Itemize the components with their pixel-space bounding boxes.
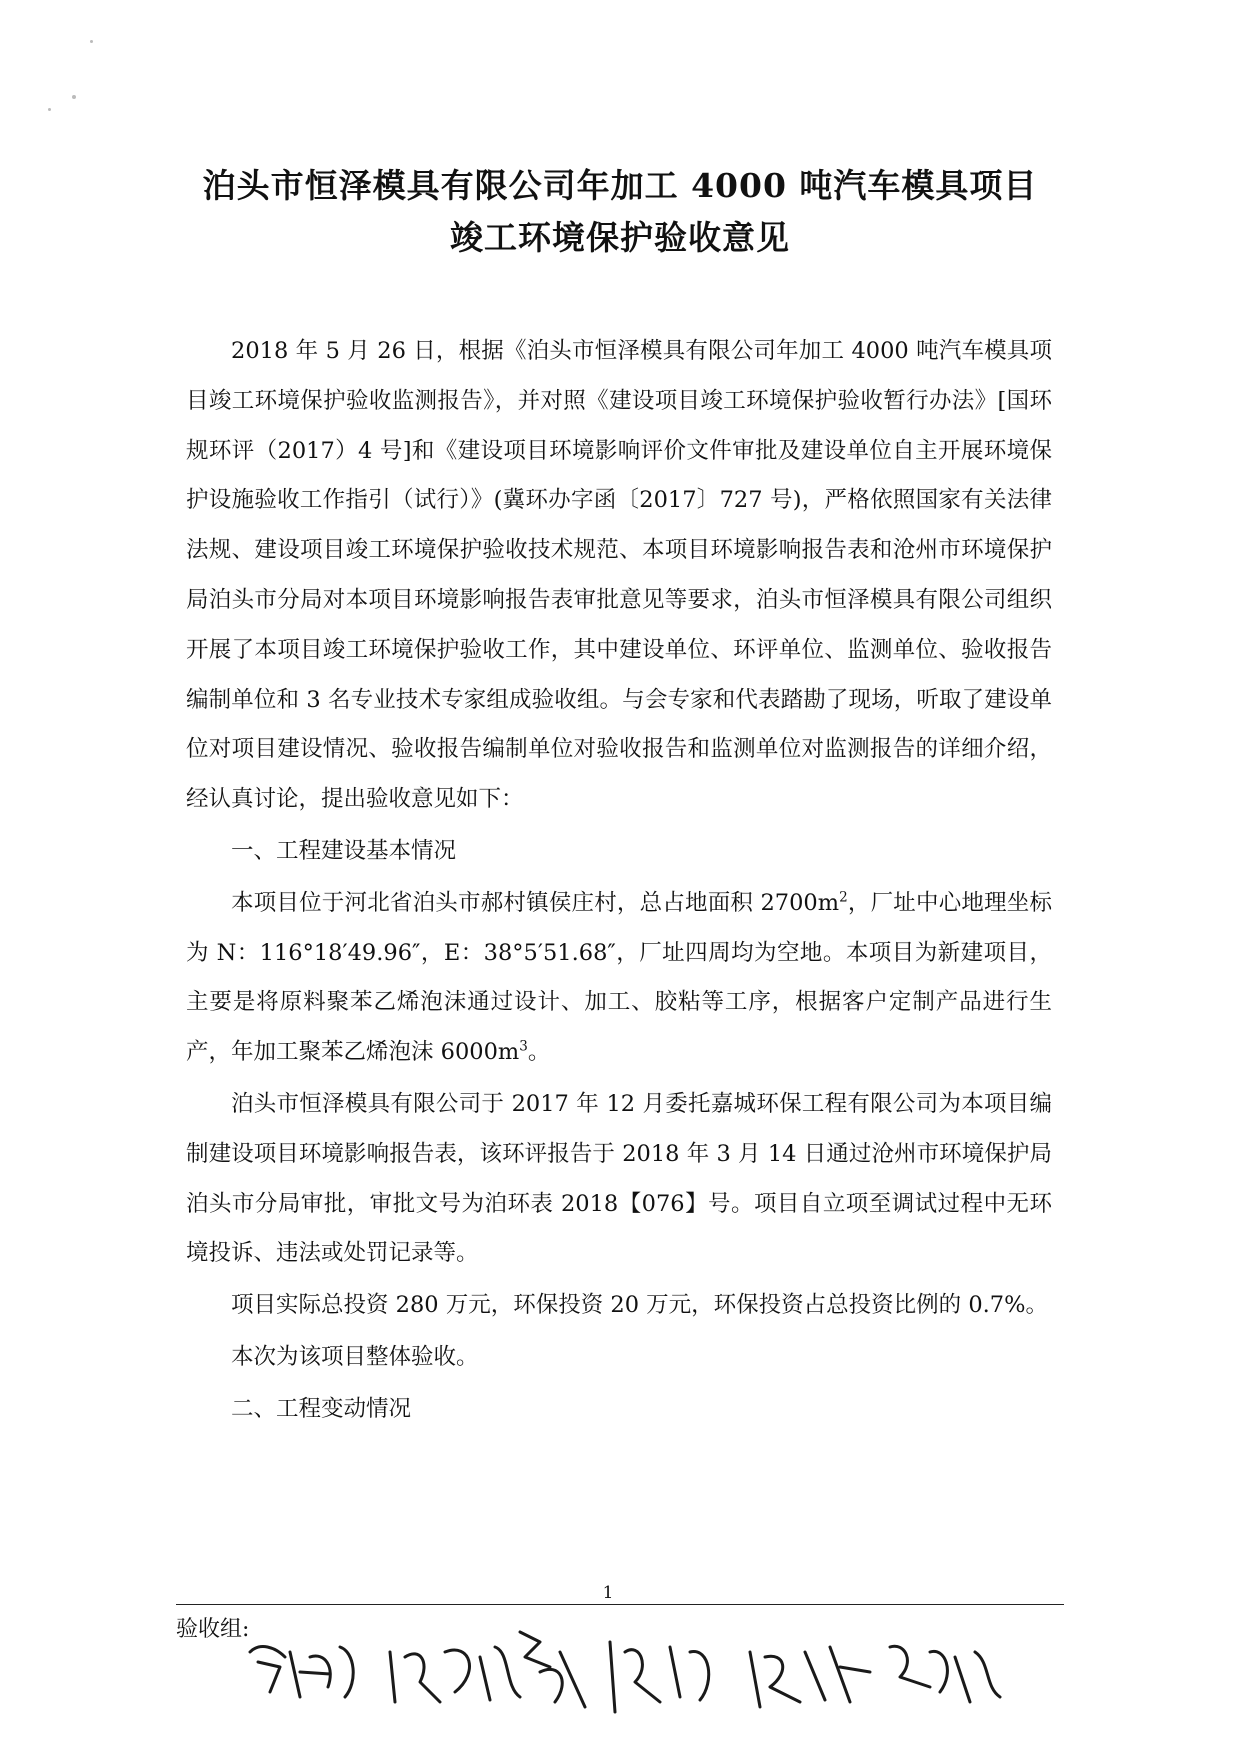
footer-label: 验收组:	[176, 1617, 250, 1642]
para2-text-a: 本项目位于河北省泊头市郝村镇侯庄村，总占地面积 2700m	[231, 889, 840, 916]
para2-text-b: ，厂址中心地理坐标为 N：116°18′49.96″，E：38°5′51.68″，厂址四周均为空地。本项目为新建项目，主要是将原料聚苯乙烯泡沫通过设计、加工、胶粘等工序，根据客户定制产品进行生产，年加工聚苯乙烯泡沫 6000m	[186, 889, 1052, 1066]
intro-paragraph: 2018 年 5 月 26 日，根据《泊头市恒泽模具有限公司年加工 4000 吨汽车模具项目竣工环境保护验收监测报告》，并对照《建设项目竣工环境保护验收暂行办法》[国环规环评（2017）4 号]和《建设项目环境影响评价文件审批及建设单位自主开展环境保护设施验收工作指引（试行）》(冀环办字函〔2017〕727 号)，严格依照国家有关法律法规、建设项目竣工环境保护验收技术规范、本项目环境影响报告表和沧州市环境保护局泊头市分局对本项目环境影响报告表审批意见等要求，泊头市恒泽模具有限公司组织开展了本项目竣工环境保护验收工作，其中建设单位、环评单位、监测单位、验收报告编制单位和 3 名专业技术专家组成验收组。与会专家和代表踏勘了现场，听取了建设单位对项目建设情况、验收报告编制单位对验收报告和监测单位对监测报告的详细介绍，经认真讨论，提出验收意见如下：	[186, 338, 1052, 813]
signature-4	[610, 1642, 709, 1712]
scan-speck	[72, 95, 76, 99]
eia-paragraph: 泊头市恒泽模具有限公司于 2017 年 12 月委托嘉城环保工程有限公司为本项目编制建设项目环境影响报告表，该环评报告于 2018 年 3 月 14 日通过沧州市环境保护局泊头市分局审批，审批文号为泊环表 2018【076】号。项目自立项至调试过程中无环境投诉、违法或处罚记录等。	[186, 1090, 1052, 1267]
signature-2	[390, 1647, 520, 1702]
scan-speck	[48, 108, 51, 111]
footer-divider	[176, 1604, 1064, 1605]
project-location-paragraph	[186, 879, 1052, 1078]
para2-sup-1: 2	[839, 889, 848, 906]
document-title-line2: 竣工环境保护验收意见	[450, 218, 790, 257]
signature-6	[890, 1646, 1000, 1702]
signature-5	[750, 1647, 870, 1707]
scan-speck	[90, 40, 93, 43]
signature-1	[250, 1647, 353, 1697]
investment-paragraph: 项目实际总投资 280 万元，环保投资 20 万元，环保投资占总投资比例的 0.7%。	[231, 1292, 1048, 1319]
page-number: 1	[602, 1583, 614, 1603]
acceptance-scope-paragraph: 本次为该项目整体验收。	[231, 1343, 479, 1370]
intro-section	[186, 327, 1052, 825]
para2-sup-2: 3	[519, 1038, 528, 1055]
section-heading-1: 一、工程建设基本情况	[231, 838, 457, 864]
section-1	[186, 827, 1052, 1435]
document-title-line1: 泊头市恒泽模具有限公司年加工 4000 吨汽车模具项目	[202, 166, 1038, 205]
section-heading-2: 二、工程变动情况	[231, 1395, 412, 1422]
signature-3	[520, 1632, 585, 1707]
para2-text-c: 。	[527, 1039, 551, 1066]
signatures-area	[240, 1612, 1060, 1732]
